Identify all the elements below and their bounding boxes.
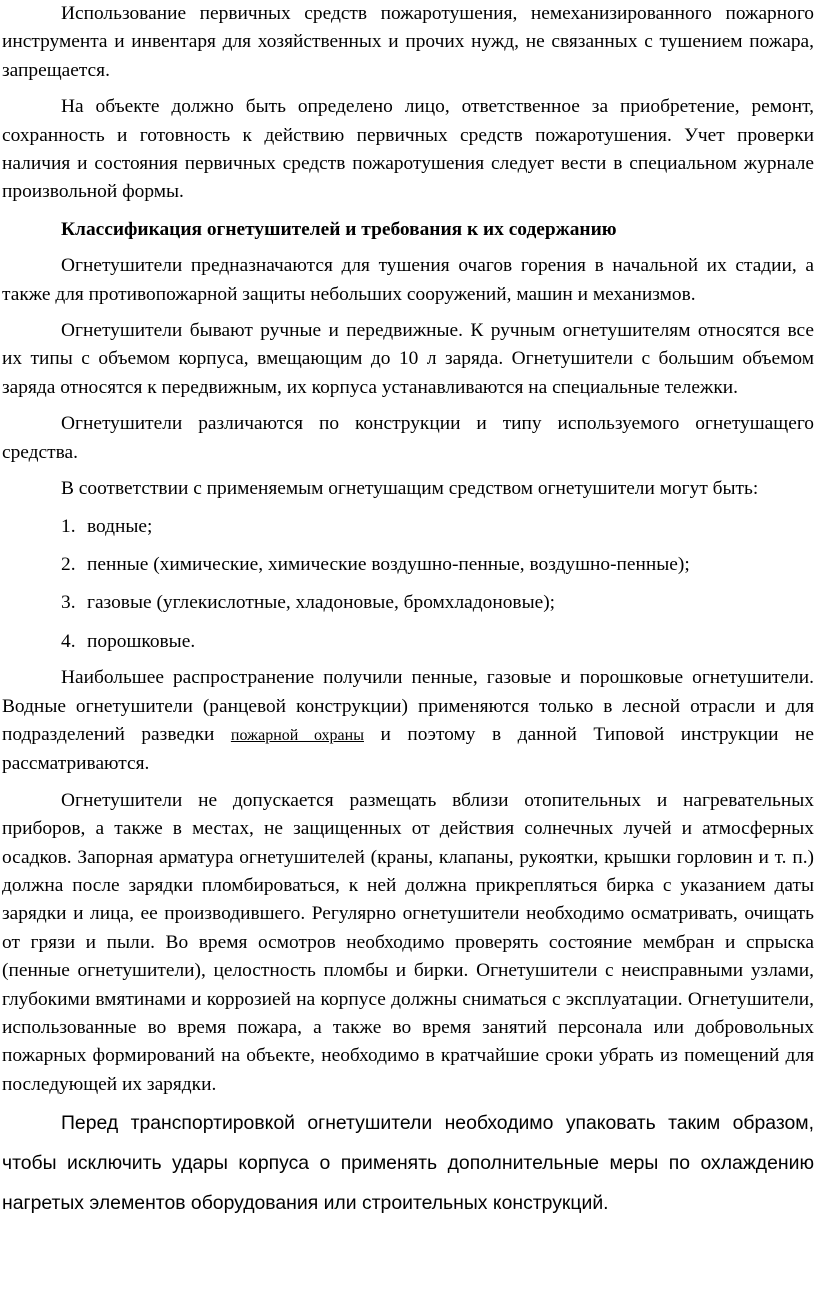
list-item: 3. газовые (углекислотные, хладоновые, бромхладоновые); xyxy=(61,592,556,614)
list-item: 1. водные; xyxy=(61,515,153,537)
list-item: 2. пенные (химические, химические воздушно-пенные, воздушно-пенные); xyxy=(61,553,690,575)
paragraph-prevalence: Наибольшее распространение получили пенные, газовые и порошковые огнетушители. Водные огнетушители (ранцевой конструкции) применяются только в лесной отрасли и для подразделений разведки пожарной охраны и поэтому в данной Типовой инструкции не рассматриваются. xyxy=(2,667,815,775)
paragraph-restriction: Использование первичных средств пожаротушения, немеханизированного пожарного инструмента и инвентаря для хозяйственных и прочих нужд, не связанных с тушением пожара, запрещается. xyxy=(2,3,814,81)
paragraph-responsible-person: На объекте должно быть определено лицо, ответственное за приобретение, ремонт, сохранность и готовность к действию первичных средств пожаротушения. Учет проверки наличия и состояния первичных средств пожаротушения следует вести в специальном журнале произвольной формы. xyxy=(2,96,814,203)
section-heading: Классификация огнетушителей и требования к их содержанию xyxy=(61,218,617,240)
paragraph-construction: Огнетушители различаются по конструкции и типу используемого огнетушащего средства. xyxy=(2,413,814,463)
paragraph-purpose: Огнетушители предназначаются для тушения очагов горения в начальной их стадии, а также для противопожарной защиты небольших сооружений, машин и механизмов. xyxy=(2,255,814,305)
extinguisher-types-list xyxy=(2,513,814,657)
paragraph-placement-maintenance: Огнетушители не допускается размещать вблизи отопительных и нагревательных приборов, а также в местах, не защищенных от действия солнечных лучей и атмосферных осадков. Запорная арматура огнетушителей (краны, клапаны, рукоятки, крышки горловин и т. п.) должна после зарядки пломбироваться, к ней должна прикрепляться бирка с указанием даты зарядки и лица, ее производившего. Регулярно огнетушители необходимо осматривать, очищать от грязи и пыли. Во время осмотров необходимо проверять состояние мембран и спрыска (пенные огнетушители), целостность пломбы и бирки. Огнетушители с неисправными узлами, глубокими вмятинами и коррозией на корпусе должны сниматься с эксплуатации. Огнетушители, использованные во время пожара, а также во время занятий персонала или добровольных пожарных формирований на объекте, необходимо в кратчайшие сроки убрать из помещений для последующей их зарядки. xyxy=(2,789,814,1095)
paragraph-agent-intro: В соответствии с применяемым огнетушащим средством огнетушители могут быть: xyxy=(61,478,759,500)
paragraph-transport: Перед транспортировкой огнетушители необходимо упаковать таким образом, чтобы исключить удары корпуса о применять дополнительные меры по охлаждению нагретых элементов оборудования или строительных конструкций. xyxy=(2,1112,814,1215)
fire-protection-link[interactable]: пожарной охраны xyxy=(230,726,364,744)
list-item: 4. порошковые. xyxy=(61,630,196,652)
paragraph-types: Огнетушители бывают ручные и передвижные. К ручным огнетушителям относятся все их типы с объемом корпуса, вмещающим до 10 л заряда. Огнетушители с большим объемом заряда относятся к передвижным, их корпуса устанавливаются на специальные тележки. xyxy=(2,320,814,398)
